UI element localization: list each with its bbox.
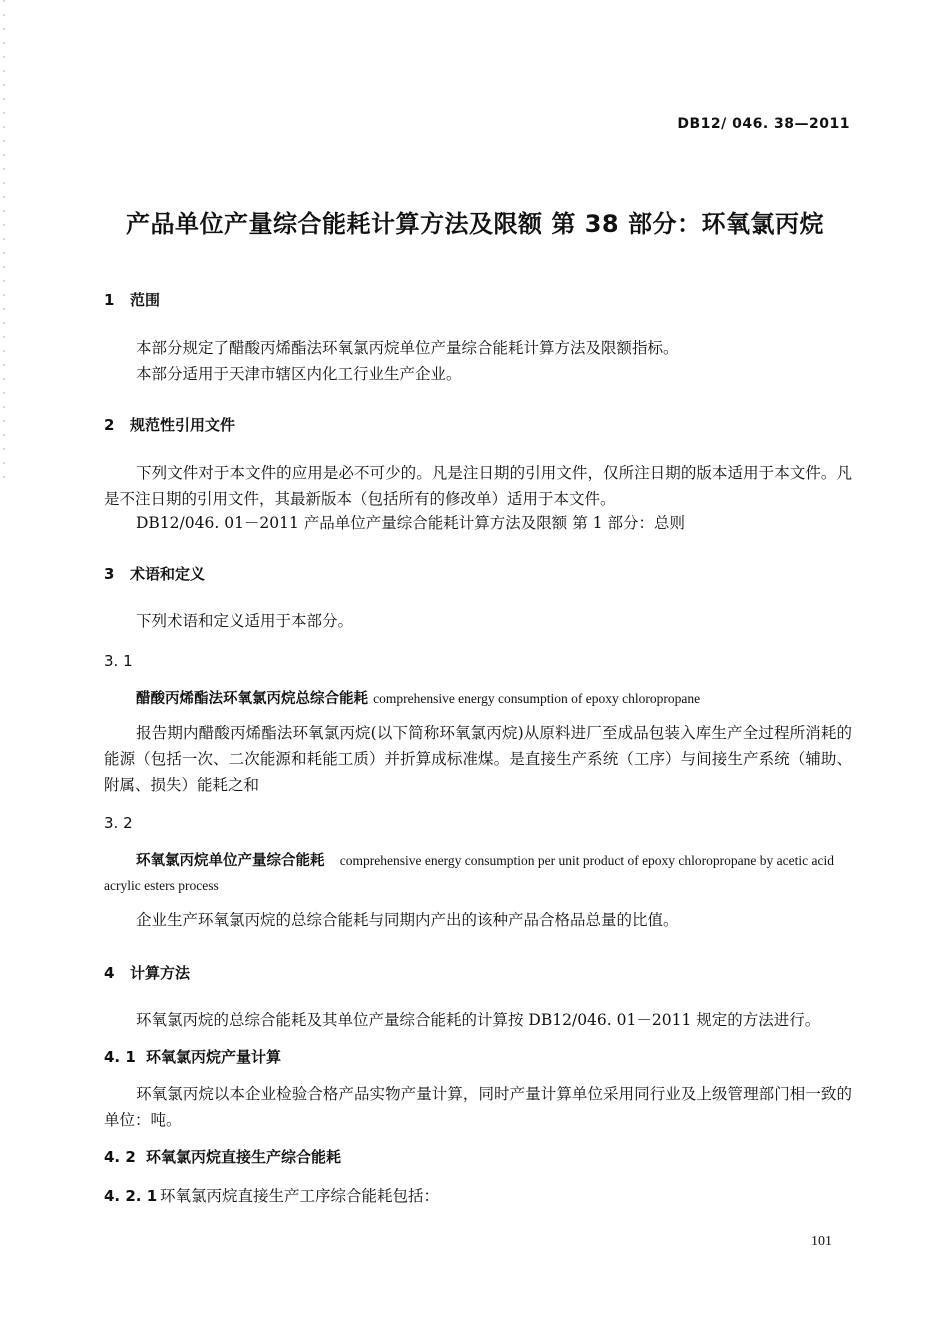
section-title: 规范性引用文件 [130, 416, 236, 434]
section-number: 2 [104, 416, 115, 434]
section-number: 4. 2. 1 [104, 1187, 158, 1205]
term-cn: 环氧氯丙烷单位产量综合能耗 [136, 853, 325, 869]
document-title: 产品单位产量综合能耗计算方法及限额 第 38 部分：环氧氯丙烷 [126, 210, 824, 238]
section-number: 4 [104, 964, 115, 982]
paragraph: 本部分规定了醋酸丙烯酯法环氧氯丙烷单位产量综合能耗计算方法及限额指标。 [136, 339, 679, 357]
standard-code: DB12/ 046. 38—2011 [677, 116, 850, 132]
section-2-heading [104, 414, 235, 435]
section-4-2-1 [104, 1184, 439, 1208]
term-heading [136, 687, 700, 708]
section-number: 4. 1 [104, 1048, 136, 1066]
term-heading [104, 848, 852, 898]
section-title: 环氧氯丙烷产量计算 [146, 1048, 282, 1066]
section-4-1-heading [104, 1046, 281, 1067]
section-4-heading [104, 962, 190, 983]
section-title: 计算方法 [130, 964, 191, 982]
term-number: 3. 1 [104, 652, 133, 670]
term-en: comprehensive energy consumption per unit product of epoxy chloropropane by acetic acid acrylic esters process [104, 853, 834, 893]
term-definition: 报告期内醋酸丙烯酯法环氧氯丙烷(以下简称环氧氯丙烷)从原料进厂至成品包装入库生产全过程所消耗的能源（包括一次、二次能源和耗能工质）并折算成标准煤。是直接生产系统（工序）与间接生产系统（辅助、附属、损失）能耗之和 [104, 724, 852, 794]
clause-text: 环氧氯丙烷直接生产工序综合能耗包括： [160, 1187, 440, 1205]
term-en: comprehensive energy consumption of epoxy chloropropane [373, 691, 701, 706]
section-3-heading [104, 563, 205, 584]
section-title: 环氧氯丙烷直接生产综合能耗 [146, 1148, 342, 1166]
reference-item: DB12/046. 01－2011 产品单位产量综合能耗计算方法及限额 第 1 部分：总则 [136, 514, 685, 532]
section-number: 4. 2 [104, 1148, 136, 1166]
page-number: 101 [811, 1234, 832, 1249]
section-number: 1 [104, 291, 115, 309]
paragraph: 下列文件对于本文件的应用是必不可少的。凡是注日期的引用文件，仅所注日期的版本适用于本文件。凡是不注日期的引用文件，其最新版本（包括所有的修改单）适用于本文件。 [104, 464, 852, 508]
paragraph: 下列术语和定义适用于本部分。 [136, 612, 354, 630]
section-title: 术语和定义 [130, 565, 206, 583]
paragraph: 本部分适用于天津市辖区内化工行业生产企业。 [136, 365, 462, 383]
section-title: 范围 [130, 291, 161, 309]
section-1-heading [104, 289, 160, 310]
paragraph: 环氧氯丙烷的总综合能耗及其单位产量综合能耗的计算按 DB12/046. 01－2011 规定的方法进行。 [136, 1011, 821, 1029]
term-number: 3. 2 [104, 814, 133, 832]
paragraph: 环氧氯丙烷以本企业检验合格产品实物产量计算，同时产量计算单位采用同行业及上级管理部门相一致的单位：吨。 [104, 1085, 852, 1129]
term-definition: 企业生产环氧氯丙烷的总综合能耗与同期内产出的该种产品合格品总量的比值。 [136, 911, 679, 929]
section-number: 3 [104, 565, 115, 583]
scan-edge-artifact [3, 0, 5, 480]
section-4-2-heading [104, 1146, 341, 1167]
term-cn: 醋酸丙烯酯法环氧氯丙烷总综合能耗 [136, 691, 368, 707]
